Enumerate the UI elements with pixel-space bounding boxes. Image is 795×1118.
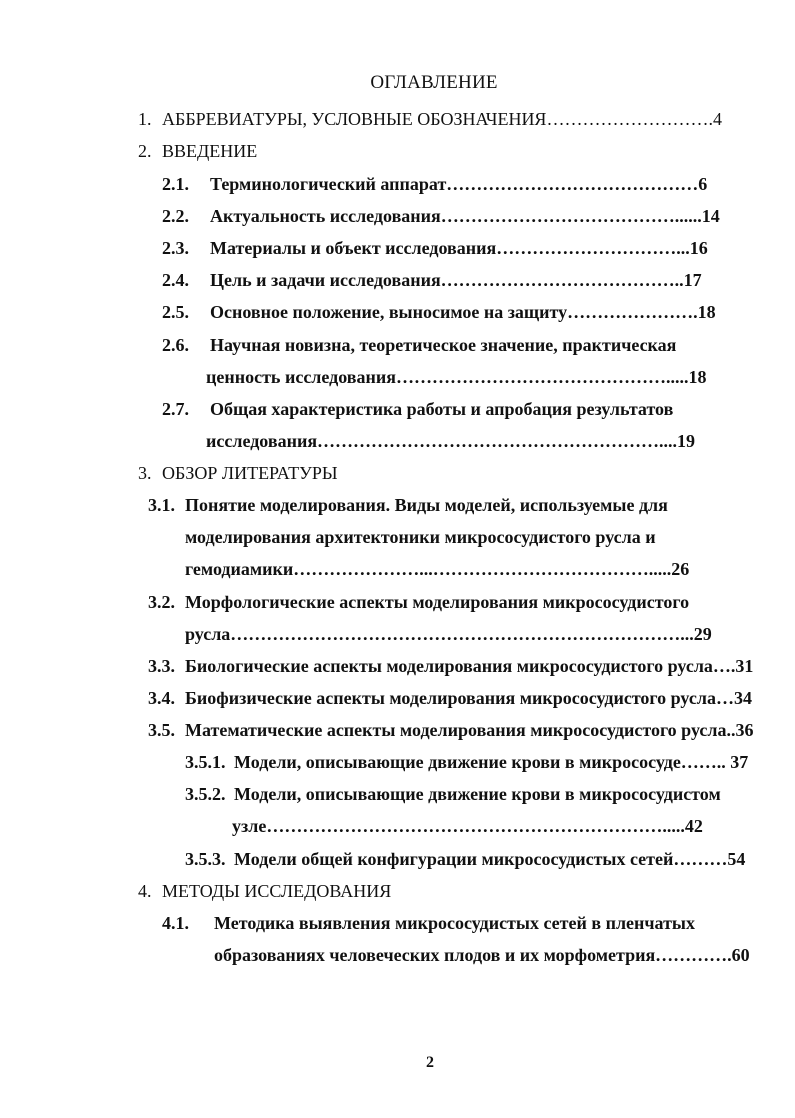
- toc-entry-4-1-line-1: Методика выявления микрососудистых сетей в пленчатых: [214, 913, 695, 933]
- toc-entry-4: МЕТОДЫ ИССЛЕДОВАНИЯ: [162, 881, 392, 901]
- toc-entry-2-3: Материалы и объект исследования…………………………...16: [210, 238, 708, 258]
- toc-entry-3-5-2-line-2: узле………………………………………………………….....42: [232, 816, 703, 836]
- toc-entry-2-number: 2.: [138, 141, 152, 161]
- toc-entry-1-number: 1.: [138, 109, 152, 129]
- toc-entry-3-5-3-number: 3.5.3.: [185, 849, 226, 869]
- toc-entry-4-number: 4.: [138, 881, 152, 901]
- toc-entry-2-3-number: 2.3.: [162, 238, 189, 258]
- toc-entry-3-number: 3.: [138, 463, 152, 483]
- toc-entry-1: АББРЕВИАТУРЫ, УСЛОВНЫЕ ОБОЗНАЧЕНИЯ……………………….4: [162, 109, 722, 129]
- toc-entry-2-4: Цель и задачи исследования…………………………………..17: [210, 270, 702, 290]
- toc-entry-2-2: Актуальность исследования…………………………………......14: [210, 206, 720, 226]
- toc-entry-3-3: Биологические аспекты моделирования микрососудистого русла….31: [185, 656, 754, 676]
- toc-entry-3-4-number: 3.4.: [148, 688, 175, 708]
- toc-entry-2-4-number: 2.4.: [162, 270, 189, 290]
- toc-entry-2-6-number: 2.6.: [162, 335, 189, 355]
- page-number: 2: [426, 1054, 434, 1071]
- toc-entry-3-2-number: 3.2.: [148, 592, 175, 612]
- toc-entry-2-6-line-2: ценность исследования……………………………………….....18: [206, 367, 707, 387]
- toc-entry-3-5: Математические аспекты моделирования микрососудистого русла..36: [185, 720, 754, 740]
- toc-entry-2-5-number: 2.5.: [162, 302, 189, 322]
- toc-entry-2: ВВЕДЕНИЕ: [162, 141, 258, 161]
- toc-entry-2-1: Терминологический аппарат……………………………………6: [210, 174, 708, 194]
- toc-entry-3-2-line-1: Морфологические аспекты моделирования микрососудистого: [185, 592, 690, 612]
- toc-entry-2-7-line-1: Общая характеристика работы и апробация результатов: [210, 399, 674, 419]
- toc-entry-3: ОБЗОР ЛИТЕРАТУРЫ: [162, 463, 338, 483]
- toc-entry-2-1-number: 2.1.: [162, 174, 189, 194]
- toc-entry-3-5-1: Модели, описывающие движение крови в микрососуде…….. 37: [234, 752, 749, 772]
- toc-entry-3-3-number: 3.3.: [148, 656, 175, 676]
- toc-entry-2-5: Основное положение, выносимое на защиту………………….18: [210, 302, 716, 322]
- toc-entry-3-5-2-line-1: Модели, описывающие движение крови в микрососудистом: [234, 784, 721, 804]
- toc-entry-3-5-2-number: 3.5.2.: [185, 784, 226, 804]
- toc-entry-3-1-line-2: моделирования архитектоники микрососудистого русла и: [185, 527, 656, 547]
- toc-entry-3-5-number: 3.5.: [148, 720, 175, 740]
- toc-entry-2-2-number: 2.2.: [162, 206, 189, 226]
- toc-entry-2-6-line-1: Научная новизна, теоретическое значение, практическая: [210, 335, 677, 355]
- toc-entry-3-5-3: Модели общей конфигурации микрососудистых сетей………54: [234, 849, 746, 869]
- toc-entry-2-7-line-2: исследования…………………………………………………....19: [206, 431, 696, 451]
- toc-entry-3-5-1-number: 3.5.1.: [185, 752, 226, 772]
- toc-entry-2-7-number: 2.7.: [162, 399, 189, 419]
- toc-entry-3-1-line-1: Понятие моделирования. Виды моделей, используемые для: [185, 495, 668, 515]
- toc-entry-4-1-number: 4.1.: [162, 913, 189, 933]
- toc-title: ОГЛАВЛЕНИЕ: [370, 72, 498, 93]
- toc-entry-4-1-line-2: образованиях человеческих плодов и их морфометрия………….60: [214, 945, 750, 965]
- toc-entry-3-2-line-2: русла…………………………………………………………………...29: [185, 624, 712, 644]
- toc-entry-3-1-number: 3.1.: [148, 495, 175, 515]
- toc-entry-3-4: Биофизические аспекты моделирования микрососудистого русла…34: [185, 688, 752, 708]
- toc-entry-3-1-line-3: гемодиамики…………………...……………………………….....26: [185, 559, 690, 579]
